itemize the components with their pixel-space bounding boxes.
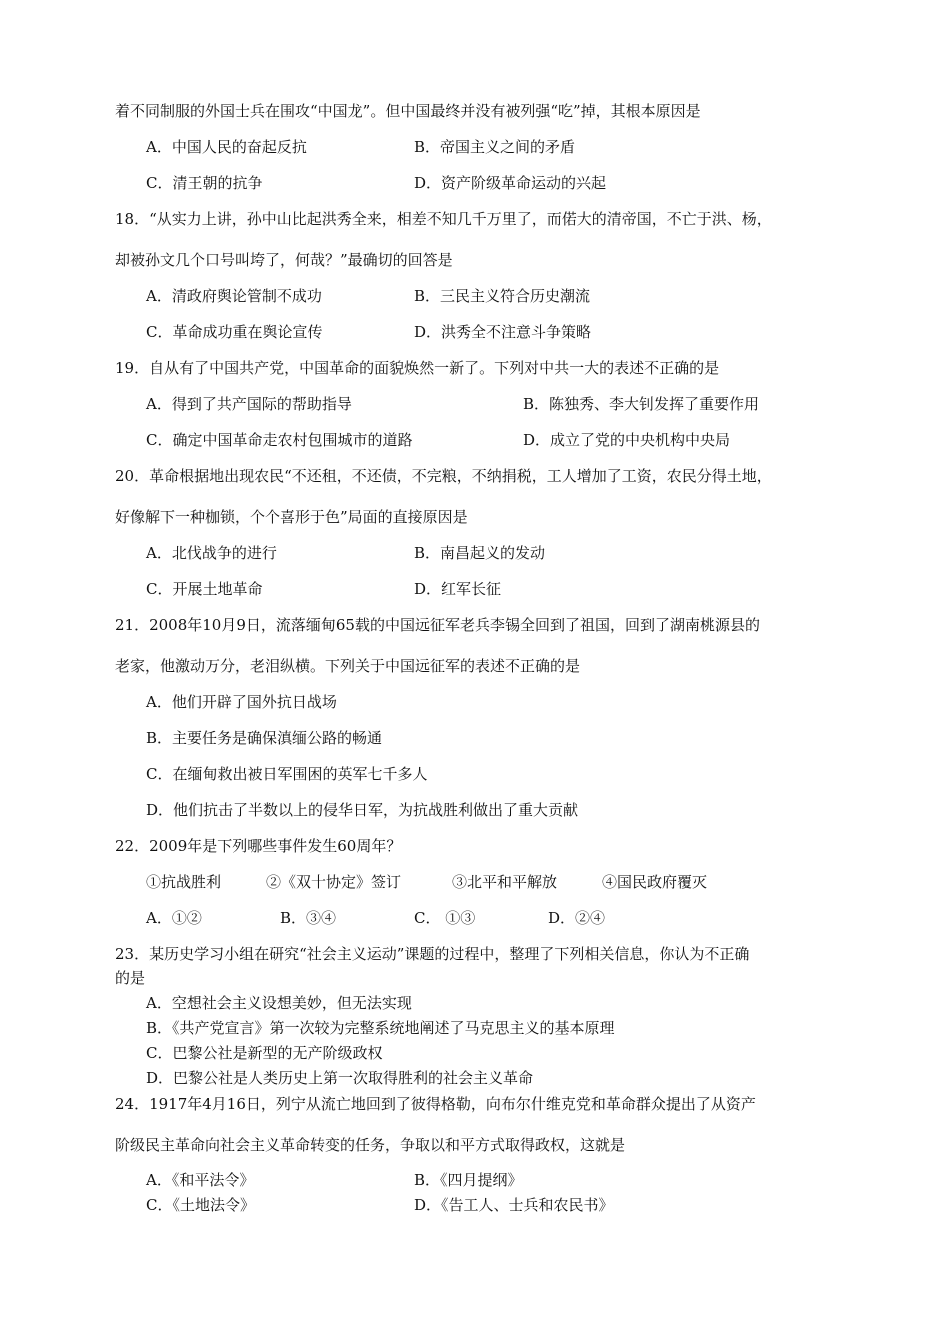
q18-stem-line1: 18．“从实力上讲，孙中山比起洪秀全来，相差不知几千万里了，而偌大的清帝国，不亡于洪、杨， [115,210,772,228]
q19-option-a[interactable]: A．得到了共产国际的帮助指导 [146,395,352,413]
q23-stem-line2: 的是 [115,969,146,987]
q20-stem-line2: 好像解下一种枷锁，个个喜形于色”局面的直接原因是 [115,508,468,526]
q24-option-b[interactable]: B．《四月提纲》 [414,1171,523,1189]
q18-option-a[interactable]: A．清政府舆论管制不成功 [146,287,322,305]
q24-stem-line1: 24．1917年4月16日，列宁从流亡地回到了彼得格勒，向布尔什维克党和革命群众提出了从资产 [115,1095,756,1113]
q19-option-d[interactable]: D．成立了党的中央机构中央局 [523,431,731,449]
q22-option-d[interactable]: D．②④ [548,909,606,927]
q24-option-d[interactable]: D．《告工人、士兵和农民书》 [414,1196,614,1214]
q23-option-a[interactable]: A．空想社会主义设想美妙，但无法实现 [146,994,412,1012]
q21-option-b[interactable]: B．主要任务是确保滇缅公路的畅通 [146,729,383,747]
q22-item-2: ②《双十协定》签订 [266,873,402,891]
q18-option-d[interactable]: D．洪秀全不注意斗争策略 [414,323,592,341]
q17-stem: 着不同制服的外国士兵在围攻“中国龙”。但中国最终并没有被列强“吃”掉，其根本原因是 [115,102,701,120]
q17-option-d[interactable]: D．资产阶级革命运动的兴起 [414,174,607,192]
q21-stem-line1: 21．2008年10月9日，流落缅甸65载的中国远征军老兵李锡全回到了祖国，回到了湖南桃源县的 [115,616,760,634]
q21-option-a[interactable]: A．他们开辟了国外抗日战场 [146,693,337,711]
q18-option-b[interactable]: B．三民主义符合历史潮流 [414,287,591,305]
q19-option-b[interactable]: B．陈独秀、李大钊发挥了重要作用 [523,395,760,413]
q23-option-d[interactable]: D．巴黎公社是人类历史上第一次取得胜利的社会主义革命 [146,1069,534,1087]
q22-option-c[interactable]: C． ①③ [414,909,476,927]
q24-option-c[interactable]: C．《土地法令》 [146,1196,255,1214]
q22-option-b[interactable]: B．③④ [280,909,337,927]
q18-stem-line2: 却被孙文几个口号叫垮了，何哉？”最确切的回答是 [115,251,453,269]
q18-option-c[interactable]: C．革命成功重在舆论宣传 [146,323,323,341]
q23-option-c[interactable]: C．巴黎公社是新型的无产阶级政权 [146,1044,383,1062]
q20-option-c[interactable]: C．开展土地革命 [146,580,263,598]
q23-option-b[interactable]: B．《共产党宣言》第一次较为完整系统地阐述了马克思主义的基本原理 [146,1019,615,1037]
q24-option-a[interactable]: A．《和平法令》 [146,1171,255,1189]
q17-option-c[interactable]: C．清王朝的抗争 [146,174,263,192]
q21-stem-line2: 老家，他激动万分，老泪纵横。下列关于中国远征军的表述不正确的是 [115,657,581,675]
q20-option-d[interactable]: D．红军长征 [414,580,502,598]
q24-stem-line2: 阶级民主革命向社会主义革命转变的任务，争取以和平方式取得政权，这就是 [115,1136,626,1154]
q19-option-c[interactable]: C．确定中国革命走农村包围城市的道路 [146,431,413,449]
q22-item-1: ①抗战胜利 [146,873,222,891]
q20-option-b[interactable]: B．南昌起义的发动 [414,544,546,562]
q20-stem-line1: 20．革命根据地出现农民“不还租，不还债，不完粮，不纳捐税，工人增加了工资，农民分得土地， [115,467,772,485]
q23-stem-line1: 23．某历史学习小组在研究“社会主义运动”课题的过程中，整理了下列相关信息，你认为不正确 [115,945,750,963]
q22-item-3: ③北平和平解放 [452,873,558,891]
q21-option-c[interactable]: C．在缅甸救出被日军围困的英军七千多人 [146,765,428,783]
q19-stem: 19．自从有了中国共产党，中国革命的面貌焕然一新了。下列对中共一大的表述不正确的是 [115,359,720,377]
q20-option-a[interactable]: A．北伐战争的进行 [146,544,277,562]
q17-option-a[interactable]: A．中国人民的奋起反抗 [146,138,307,156]
q22-item-4: ④国民政府覆灭 [602,873,708,891]
q22-option-a[interactable]: A．①② [146,909,202,927]
q21-option-d[interactable]: D．他们抗击了半数以上的侵华日军，为抗战胜利做出了重大贡献 [146,801,579,819]
q17-option-b[interactable]: B．帝国主义之间的矛盾 [414,138,576,156]
q22-stem: 22．2009年是下列哪些事件发生60周年？ [115,837,402,855]
